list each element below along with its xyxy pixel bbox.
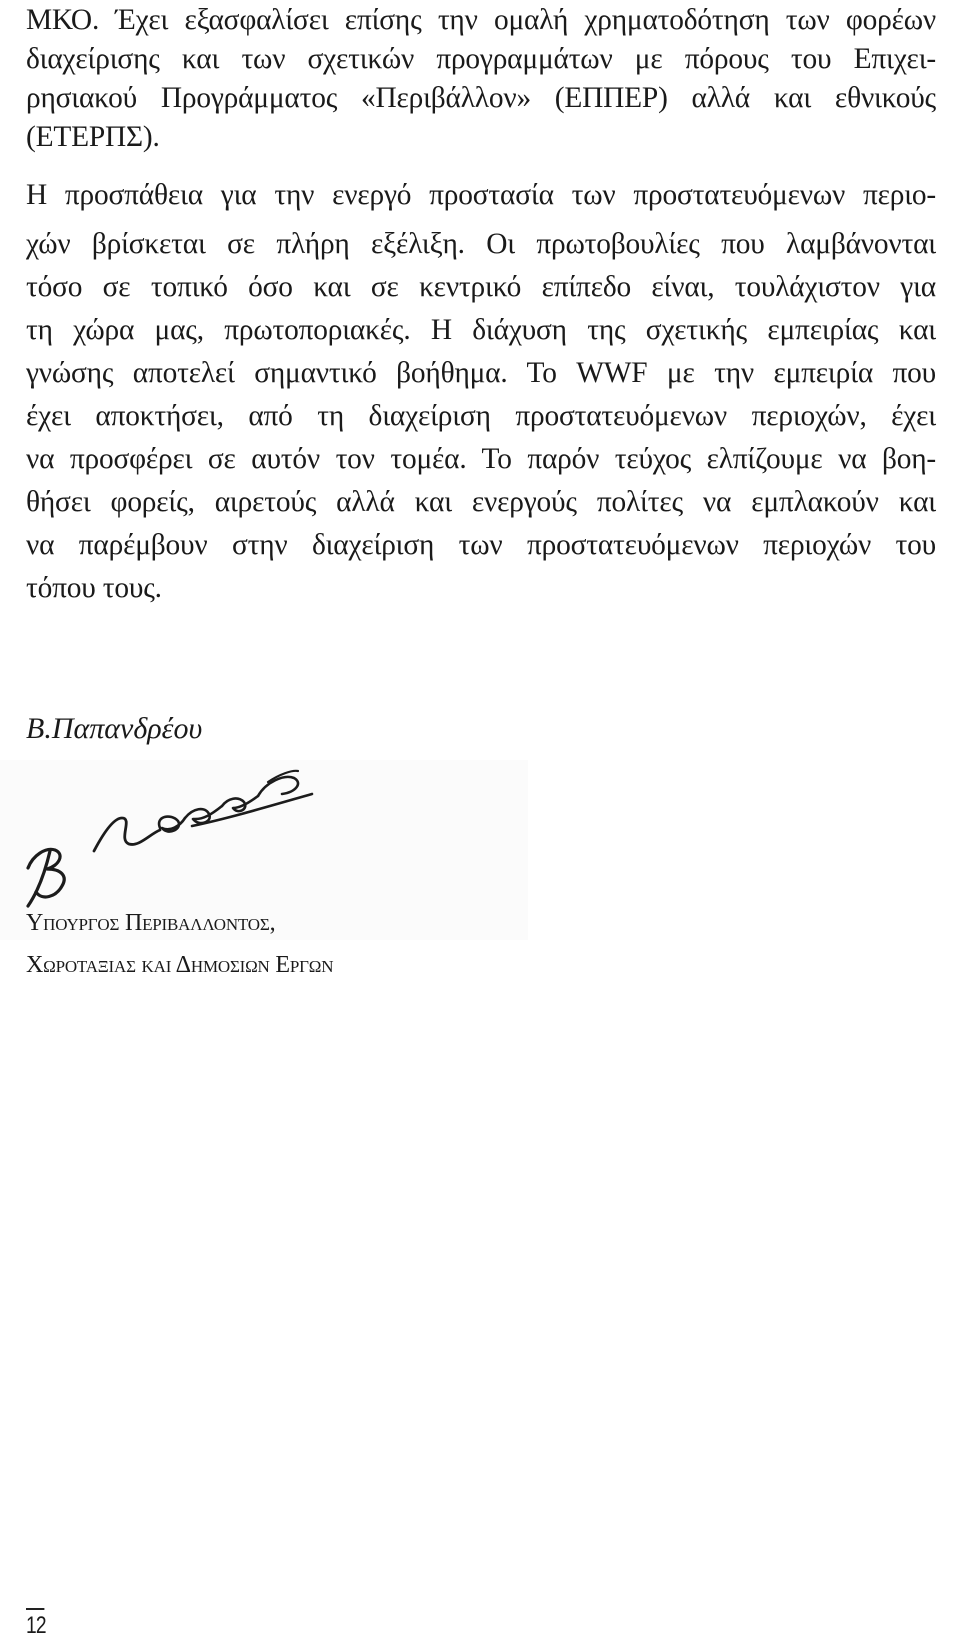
body-text-line: θήσει φορείς, αιρετούς αλλά και ενεργούς πολίτες να εμπλακούν και <box>26 486 936 518</box>
body-text-line: Η προσπάθεια για την ενεργό προστασία των προστατευόμενων περιο- <box>26 179 936 211</box>
body-text-line: έχει αποκτήσει, από τη διαχείριση προστατευόμενων περιοχών, έχει <box>26 400 936 432</box>
body-text-line: τόπου τους. <box>26 572 162 604</box>
body-text-line: ρησιακού Προγράμματος «Περιβάλλον» (ΕΠΠΕΡ) αλλά και εθνικούς <box>26 82 936 114</box>
body-text-line: να προσφέρει σε αυτόν τον τομέα. Το παρόν τεύχος ελπίζουμε να βοη- <box>26 443 936 475</box>
ministry-title-line2: Χωροταξιας και Δημοσιων Εργων <box>26 952 334 978</box>
body-text-line: χών βρίσκεται σε πλήρη εξέλιξη. Οι πρωτοβουλίες που λαμβάνονται <box>26 228 936 260</box>
signature-stroke <box>258 777 298 796</box>
body-text-line: ΜΚΟ. Έχει εξασφαλίσει επίσης την ομαλή χρηματοδότηση των φορέων <box>26 4 936 36</box>
signature-stroke <box>28 849 64 897</box>
body-text-line: γνώσης αποτελεί σημαντικό βοήθημα. Το WWF με την εμπειρία που <box>26 357 936 389</box>
body-text-line: (ΕΤΕΡΠΣ). <box>26 121 160 153</box>
page-number: 12 <box>26 1608 44 1641</box>
body-text-line: τη χώρα μας, πρωτοποριακές. Η διάχυση της σχετικής εμπειρίας και <box>26 314 936 346</box>
signature-stroke <box>222 796 258 811</box>
signature-stroke <box>94 818 160 851</box>
signatory-name: Β.Παπανδρέου <box>26 712 203 745</box>
body-text-line: να παρέμβουν στην διαχείριση των προστατευόμενων περιοχών του <box>26 529 936 561</box>
signature-stroke <box>159 817 185 832</box>
body-text-line: διαχείρισης και των σχετικών προγραμμάτων με πόρους του Επιχει- <box>26 43 936 75</box>
ministry-title-line1: Υπουργος Περιβαλλοντος, <box>26 910 276 936</box>
body-text-line: τόσο σε τοπικό όσο και σε κεντρικό επίπεδο είναι, τουλάχιστον για <box>26 271 936 303</box>
